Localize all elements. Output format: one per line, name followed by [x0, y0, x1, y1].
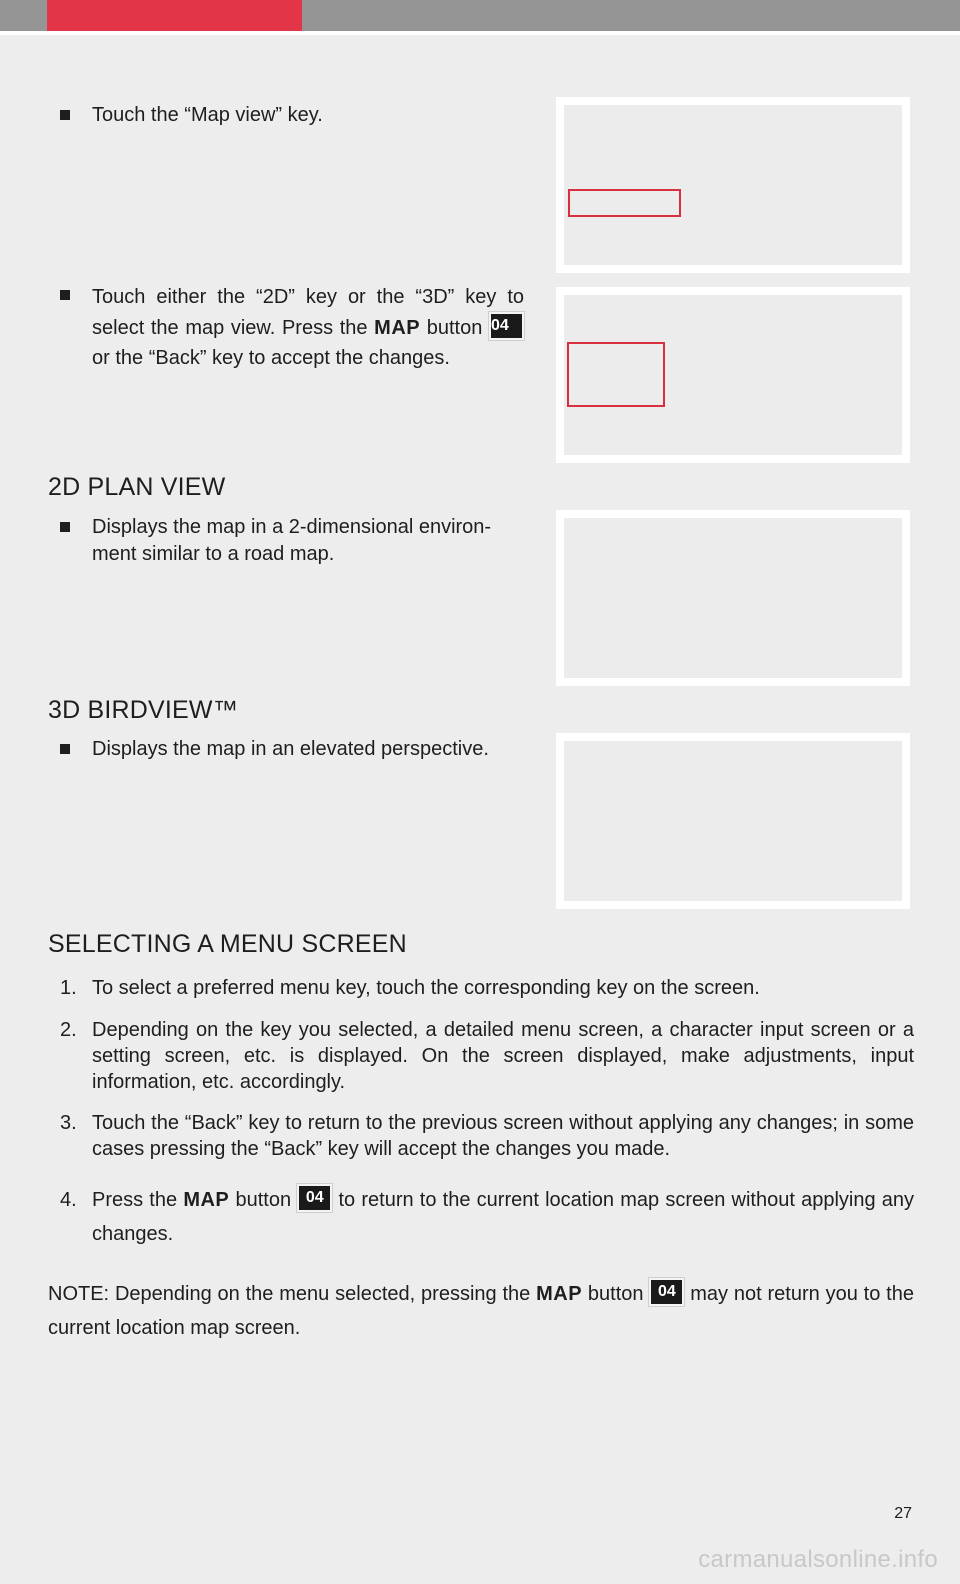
map-button-name: MAP	[183, 1189, 230, 1211]
bullet-text: Displays the map in an elevated perspective.	[92, 738, 489, 760]
bullet-2d-plan-view	[60, 514, 524, 568]
map-view-key-highlight	[568, 189, 681, 217]
map-view-select-screen-image	[556, 287, 910, 463]
bullet-text: Touch the “Map view” key.	[92, 104, 323, 126]
list-item: 3. Touch the “Back” key to return to the previous screen without applying any changes; in some cases pressing the “Back” key will accept the changes you made.	[60, 1112, 914, 1160]
bullet-square-icon	[60, 744, 70, 754]
heading-3d-birdview: 3D BIRDVIEW™	[48, 696, 238, 724]
map-button-name: MAP	[374, 317, 421, 339]
bullet-square-icon	[60, 290, 70, 300]
page-number: 27	[894, 1505, 912, 1522]
top-header-bar	[0, 0, 960, 31]
bullet-square-icon	[60, 110, 70, 120]
map-button-badge-icon: 04	[489, 312, 524, 340]
watermark: carmanualsonline.info	[698, 1546, 938, 1573]
list-item: 4. Press the MAP button 04 to return to the current location map screen without applying any changes.	[60, 1183, 914, 1251]
header-accent-tab	[47, 0, 302, 31]
bullet-text: Touch either the “2D” key or the “3D” key to select the map view. Press the MAP button 04 or the “Back” key to accept the changes.	[92, 286, 524, 369]
map-view-screen-image	[556, 97, 910, 273]
map-button-badge-icon: 04	[297, 1184, 332, 1212]
2d-plan-view-image	[556, 510, 910, 686]
map-button-name: MAP	[536, 1283, 583, 1305]
note-paragraph: NOTE: Depending on the menu selected, pressing the MAP button 04 may not return you to the current location map screen.	[48, 1277, 914, 1345]
bullet-3d-birdview	[60, 736, 524, 763]
header-divider	[0, 31, 960, 35]
list-item: 1. To select a preferred menu key, touch the corresponding key on the screen.	[60, 977, 760, 999]
bullet-map-view	[60, 102, 524, 129]
heading-2d-plan-view: 2D PLAN VIEW	[48, 473, 226, 501]
3d-birdview-image	[556, 733, 910, 909]
heading-selecting-menu-screen: SELECTING A MENU SCREEN	[48, 930, 407, 958]
2d-3d-key-highlight	[567, 342, 665, 407]
map-button-badge-icon: 04	[649, 1278, 684, 1306]
list-item: 2. Depending on the key you selected, a detailed menu screen, a character input screen or a setting screen, etc. is displayed. On the screen displayed, make adjustments, input information, etc. accordingly.	[60, 1019, 914, 1093]
bullet-text: Displays the map in a 2-dimensional environ-ment similar to a road map.	[92, 516, 492, 565]
bullet-square-icon	[60, 522, 70, 532]
bullet-select-view	[60, 282, 524, 373]
